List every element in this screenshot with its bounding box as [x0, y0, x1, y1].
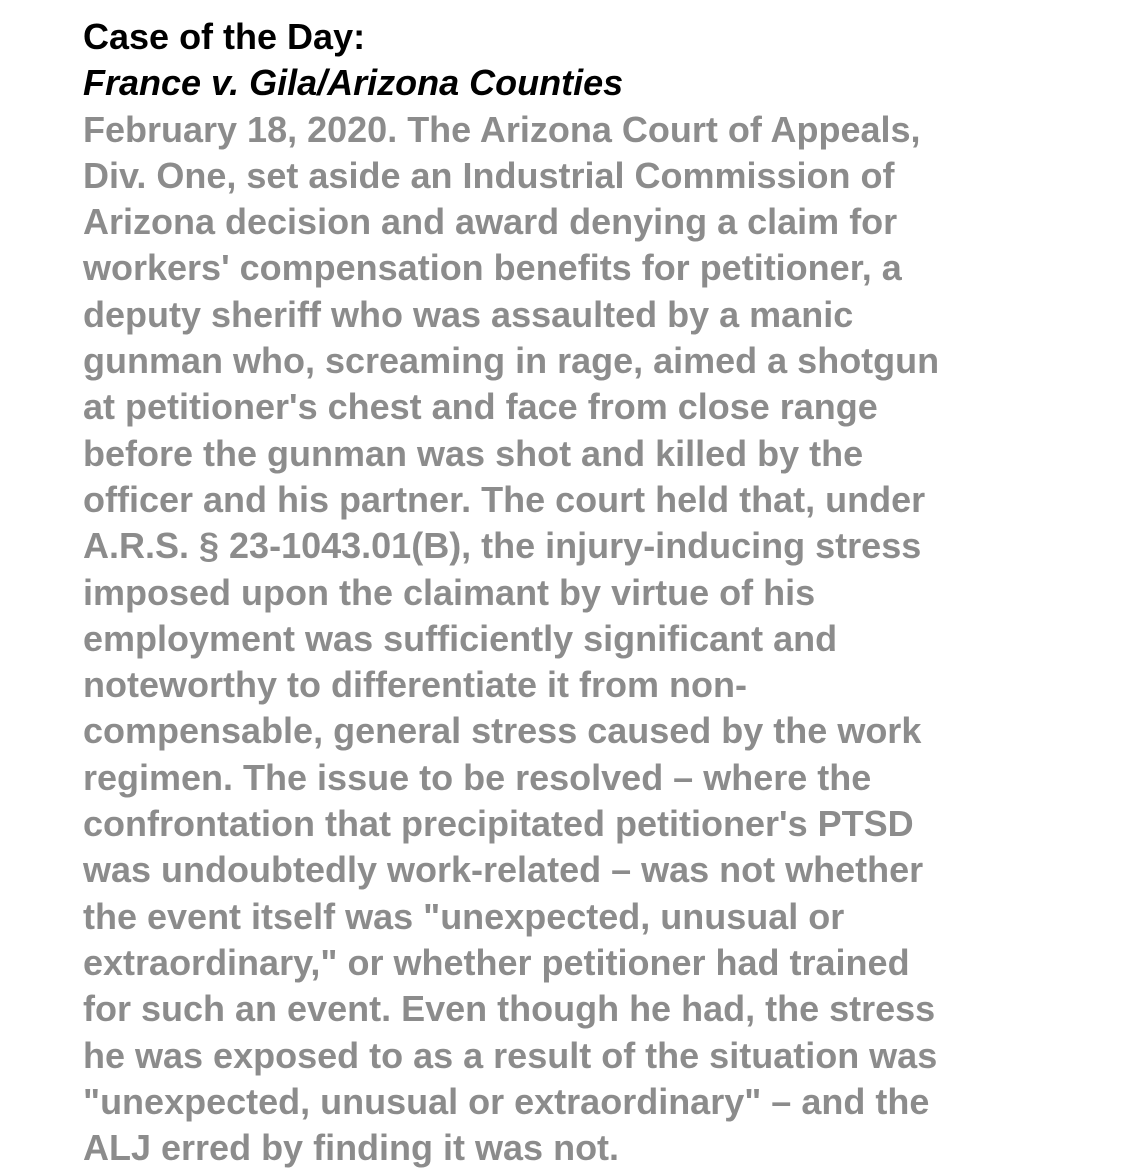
body-line: regimen. The issue to be resolved – where the — [83, 756, 872, 798]
body-line: "unexpected, unusual or extraordinary" – and the — [83, 1080, 930, 1122]
body-line: February 18, 2020. The Arizona Court of Appeals, — [83, 108, 921, 150]
body-line: the event itself was "unexpected, unusual or — [83, 895, 845, 937]
case-summary-document — [83, 14, 1083, 1171]
body-line: employment was sufficiently significant and — [83, 617, 838, 659]
body-line: he was exposed to as a result of the situation was — [83, 1034, 938, 1076]
body-line: Arizona decision and award denying a claim for — [83, 201, 898, 243]
body-line: before the gunman was shot and killed by the — [83, 432, 864, 474]
body-line: A.R.S. § 23-1043.01(B), the injury-inducing stress — [83, 525, 922, 567]
case-summary-body — [83, 107, 1083, 1171]
body-line: for such an event. Even though he had, the stress — [83, 988, 936, 1030]
body-line: was undoubtedly work-related – was not whether — [83, 849, 924, 891]
body-line: deputy sheriff who was assaulted by a manic — [83, 293, 854, 335]
body-line: Div. One, set aside an Industrial Commission of — [83, 154, 895, 196]
body-line: imposed upon the claimant by virtue of his — [83, 571, 816, 613]
body-line: extraordinary," or whether petitioner had trained — [83, 941, 910, 983]
body-line: compensable, general stress caused by the work — [83, 710, 922, 752]
body-line: gunman who, screaming in rage, aimed a shotgun — [83, 340, 940, 382]
body-line: ALJ erred by finding it was not. — [83, 1127, 620, 1169]
body-line: confrontation that precipitated petitioner's PTSD — [83, 803, 914, 845]
body-line: at petitioner's chest and face from close range — [83, 386, 878, 428]
body-line: officer and his partner. The court held that, under — [83, 478, 926, 520]
body-line: workers' compensation benefits for petitioner, a — [83, 247, 902, 289]
body-line: noteworthy to differentiate it from non- — [83, 664, 747, 706]
document-heading: Case of the Day: — [83, 16, 366, 57]
case-name-title: France v. Gila/Arizona Counties — [83, 62, 624, 104]
